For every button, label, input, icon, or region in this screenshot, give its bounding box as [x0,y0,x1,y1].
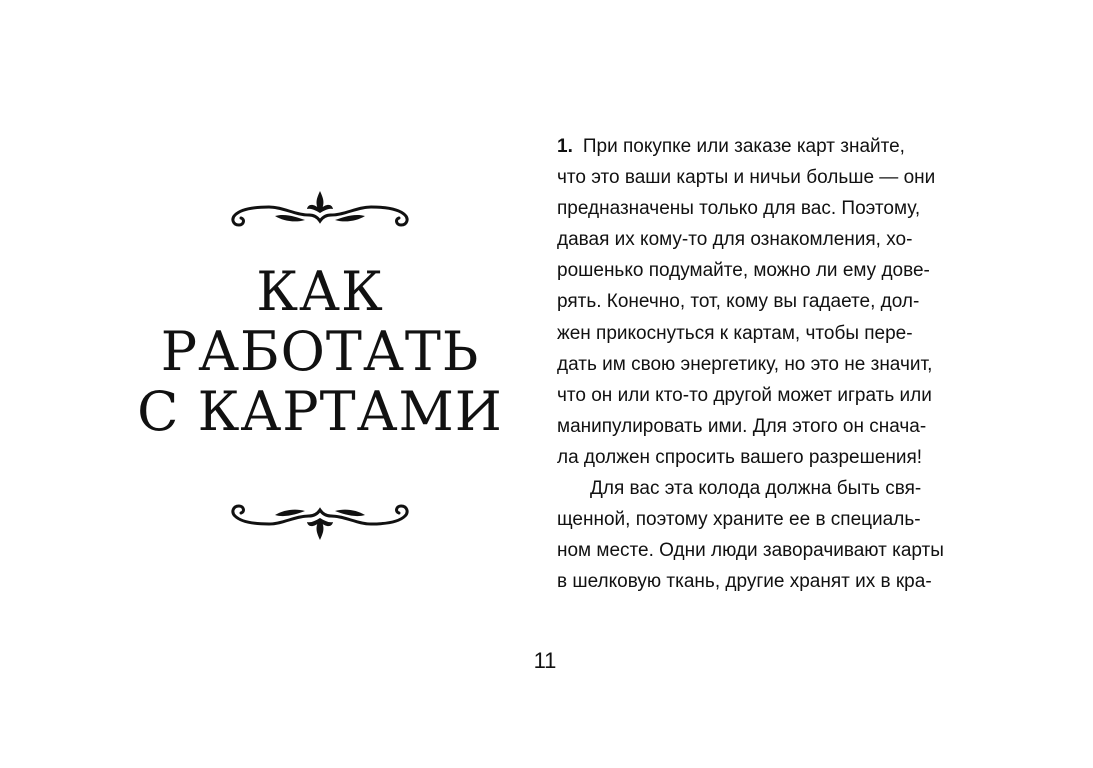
text-line: дать им свою энергетику, но это не значит, [557,353,933,375]
chapter-title [120,262,520,442]
scroll-flourish-icon [225,500,415,546]
chapter-title-block [120,180,520,550]
list-item-number: 1. [557,136,573,157]
text-line: 1. При покупке или заказе карт знайте, [557,136,905,157]
text-line: ном месте. Одни люди заворачивают карты [557,540,944,562]
chapter-title-line: КАК [256,260,384,323]
text-line: манипулировать ими. Для этого он снача- [557,415,927,437]
text-line: давая их кому-то для ознакомления, хо- [557,229,913,251]
page-number: 11 [533,648,557,673]
text-line: что это ваши карты и ничьи больше — они [557,167,936,189]
text-line: рять. Конечно, тот, кому вы гадаете, дол- [557,291,920,313]
text-line: щенной, поэтому храните ее в специаль- [557,509,921,531]
text-line: предназначены только для вас. Поэтому, [557,198,921,220]
text-line: что он или кто-то другой может играть или [557,384,932,406]
text-line: Для вас эта колода должна быть свя- [590,478,922,500]
chapter-title-line: РАБОТАТЬ [160,320,480,383]
chapter-title-line: С КАРТАМИ [137,380,503,443]
text-line: жен прикоснуться к картам, чтобы пере- [557,322,913,344]
text-line: рошенько подумайте, можно ли ему дове- [557,260,930,282]
text-line: ла должен спросить вашего разрешения! [557,446,923,468]
body-text [557,131,987,597]
scroll-flourish-icon [225,185,415,231]
text-line: в шелковую ткань, другие хранят их в кра- [557,571,932,593]
